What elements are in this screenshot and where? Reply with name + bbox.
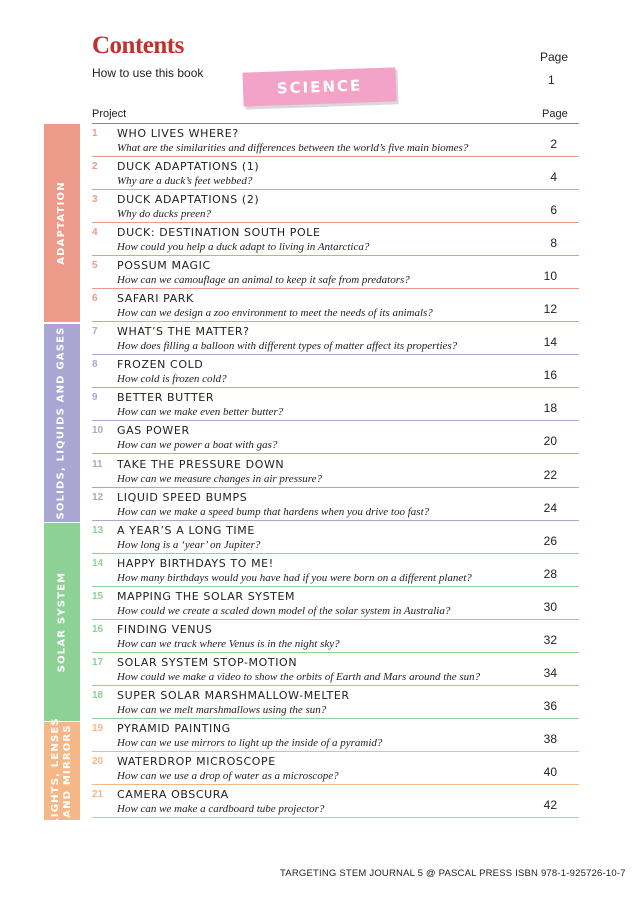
section-band-solids-liquids-gases [44, 324, 80, 522]
project-question: How long is a ‘year’ on Jupiter? [117, 538, 261, 551]
page-title: Contents [92, 32, 184, 59]
project-page: 36 [543, 698, 557, 713]
project-page: 34 [543, 665, 557, 680]
contents-row [92, 489, 579, 521]
project-number: 11 [92, 458, 103, 470]
science-badge [242, 67, 396, 106]
project-number: 1 [92, 128, 98, 139]
row-divider [92, 387, 579, 388]
project-column-header: Project [92, 108, 127, 120]
project-page: 2 [550, 137, 557, 151]
project-page: 10 [543, 269, 557, 284]
section-label-lights-lenses-mirrors [50, 717, 74, 825]
section-label-adaptation: ADAPTATION [56, 181, 67, 265]
row-divider [92, 453, 579, 454]
contents-row [92, 522, 579, 554]
contents-row [92, 257, 579, 289]
project-question: How can we make a cardboard tube projector? [117, 803, 325, 815]
row-divider [92, 255, 579, 256]
project-title: POSSUM MAGIC [117, 259, 211, 273]
contents-row [92, 555, 579, 587]
row-divider [92, 553, 579, 554]
page-column-header: Page [542, 108, 568, 120]
contents-row [92, 687, 579, 719]
contents-row [92, 621, 579, 653]
row-divider [92, 784, 579, 785]
row-divider [92, 156, 579, 157]
header-divider [92, 123, 579, 124]
project-question: How can we make even better butter? [117, 406, 284, 419]
project-page: 42 [543, 798, 557, 812]
project-title: WHAT’S THE MATTER? [117, 325, 250, 339]
project-number: 18 [92, 689, 104, 701]
section-label-lights-line1: LIGHTS, LENSES [50, 717, 61, 825]
project-page: 22 [543, 467, 557, 482]
project-title: GAS POWER [117, 424, 190, 438]
project-title: A YEAR’S A LONG TIME [117, 523, 255, 537]
project-number: 6 [92, 293, 98, 305]
project-page: 16 [543, 368, 557, 383]
footer-credit: TARGETING STEM JOURNAL 5 @ PASCAL PRESS ISBN 978-1-925726-10-7 [280, 868, 626, 879]
project-title: DUCK ADAPTATIONS (2) [117, 193, 260, 207]
row-divider [92, 222, 579, 223]
section-label-solids-liquids-gases: SOLIDS, LIQUIDS AND GASES [56, 326, 68, 520]
project-page: 28 [543, 566, 557, 581]
contents-row [92, 753, 579, 785]
project-page: 26 [543, 533, 557, 548]
section-band-adaptation [44, 124, 80, 322]
project-page: 32 [543, 632, 557, 647]
row-divider [92, 520, 579, 521]
section-band-solar-system [44, 523, 80, 721]
project-page: 6 [550, 203, 557, 218]
contents-row [92, 290, 579, 322]
contents-row [92, 654, 579, 686]
project-page: 30 [543, 599, 557, 614]
row-divider [92, 751, 579, 752]
project-number: 16 [92, 623, 104, 635]
row-divider [92, 189, 579, 190]
project-title: WHO LIVES WHERE? [117, 127, 239, 140]
row-divider [92, 288, 579, 289]
contents-row [92, 158, 579, 190]
project-page: 8 [550, 236, 557, 251]
project-title: SAFARI PARK [117, 292, 194, 306]
contents-row [92, 125, 579, 157]
project-number: 15 [92, 590, 104, 602]
row-divider [92, 652, 579, 653]
project-title: WATERDROP MICROSCOPE [117, 754, 276, 768]
project-question: How many birthdays would you have had if you were born on a different planet? [117, 571, 472, 584]
project-number: 17 [92, 656, 104, 668]
science-badge-label: SCIENCE [276, 76, 363, 98]
contents-row [92, 720, 579, 752]
project-number: 2 [92, 161, 98, 173]
how-to-use-page: 1 [548, 73, 555, 87]
contents-row [92, 224, 579, 256]
project-number: 21 [92, 789, 104, 800]
project-page: 40 [543, 764, 557, 779]
project-question: How can we make a speed bump that hardens when you drive too fast? [117, 505, 430, 518]
project-question: How can we use mirrors to light up the inside of a pyramid? [117, 736, 383, 749]
project-title: DUCK ADAPTATIONS (1) [117, 160, 260, 174]
row-divider [92, 817, 579, 818]
contents-row [92, 588, 579, 620]
project-title: HAPPY BIRTHDAYS TO ME! [117, 556, 274, 570]
project-question: How can we measure changes in air pressure? [117, 472, 323, 485]
project-question: How can we track where Venus is in the night sky? [117, 637, 340, 650]
project-question: How can we use a drop of water as a microscope? [117, 769, 339, 782]
project-title: SOLAR SYSTEM STOP-MOTION [117, 655, 298, 669]
row-divider [92, 685, 579, 686]
project-title: SUPER SOLAR MARSHMALLOW-MELTER [117, 688, 350, 702]
page-column-header-top: Page [540, 50, 569, 64]
project-question: How can we power a boat with gas? [117, 439, 278, 452]
project-question: How can we design a zoo environment to meet the needs of its animals? [117, 307, 433, 320]
project-title: DUCK: DESTINATION SOUTH POLE [117, 226, 321, 240]
project-question: Why do ducks preen? [117, 208, 211, 221]
contents-row [92, 456, 579, 488]
project-number: 12 [92, 491, 104, 503]
project-question: How can we camouflage an animal to keep it safe from predators? [117, 274, 410, 287]
project-page: 24 [543, 500, 557, 515]
project-page: 4 [550, 170, 557, 185]
project-page: 20 [543, 434, 557, 449]
section-label-solar-system: SOLAR SYSTEM [56, 571, 67, 673]
project-title: CAMERA OBSCURA [117, 788, 229, 801]
project-question: What are the similarities and differences between the world’s five main biomes? [117, 142, 469, 154]
project-question: How cold is frozen cold? [117, 373, 227, 386]
row-divider [92, 718, 579, 719]
project-question: How can we melt marshmallows using the sun? [117, 703, 327, 716]
project-question: How could we create a scaled down model of the solar system in Australia? [117, 604, 451, 617]
project-title: MAPPING THE SOLAR SYSTEM [117, 589, 296, 603]
project-question: How could you help a duck adapt to living in Antarctica? [117, 241, 370, 254]
project-number: 5 [92, 260, 98, 272]
project-title: FROZEN COLD [117, 358, 204, 372]
project-number: 7 [92, 326, 98, 338]
project-page: 18 [543, 401, 557, 416]
section-label-lights-line2: AND MIRRORS [62, 724, 73, 818]
project-question: Why are a duck’s feet webbed? [117, 175, 253, 188]
project-number: 13 [92, 524, 104, 536]
project-number: 19 [92, 722, 104, 734]
project-number: 3 [92, 194, 98, 206]
project-question: How does filling a balloon with different types of matter affect its properties? [117, 340, 458, 353]
section-band-lights-lenses-mirrors [44, 717, 80, 825]
how-to-use-label: How to use this book [92, 66, 204, 80]
project-question: How could we make a video to show the orbits of Earth and Mars around the sun? [117, 670, 481, 683]
contents-row [92, 786, 579, 818]
project-page: 14 [543, 335, 557, 350]
contents-row [92, 422, 579, 454]
row-divider [92, 586, 579, 587]
contents-row [92, 191, 579, 223]
row-divider [92, 321, 579, 322]
project-number: 14 [92, 557, 104, 569]
project-number: 8 [92, 359, 98, 371]
project-number: 9 [92, 392, 98, 404]
project-number: 10 [92, 425, 104, 437]
project-number: 20 [92, 755, 104, 767]
row-divider [92, 420, 579, 421]
project-page: 12 [543, 302, 557, 317]
project-title: PYRAMID PAINTING [117, 721, 231, 735]
project-title: LIQUID SPEED BUMPS [117, 490, 248, 504]
contents-row [92, 323, 579, 355]
row-divider [92, 487, 579, 488]
contents-row [92, 356, 579, 388]
contents-row [92, 389, 579, 421]
project-title: TAKE THE PRESSURE DOWN [117, 457, 285, 471]
row-divider [92, 619, 579, 620]
project-title: BETTER BUTTER [117, 391, 215, 405]
project-title: FINDING VENUS [117, 622, 213, 636]
row-divider [92, 354, 579, 355]
project-number: 4 [92, 227, 98, 239]
project-page: 38 [543, 731, 557, 746]
